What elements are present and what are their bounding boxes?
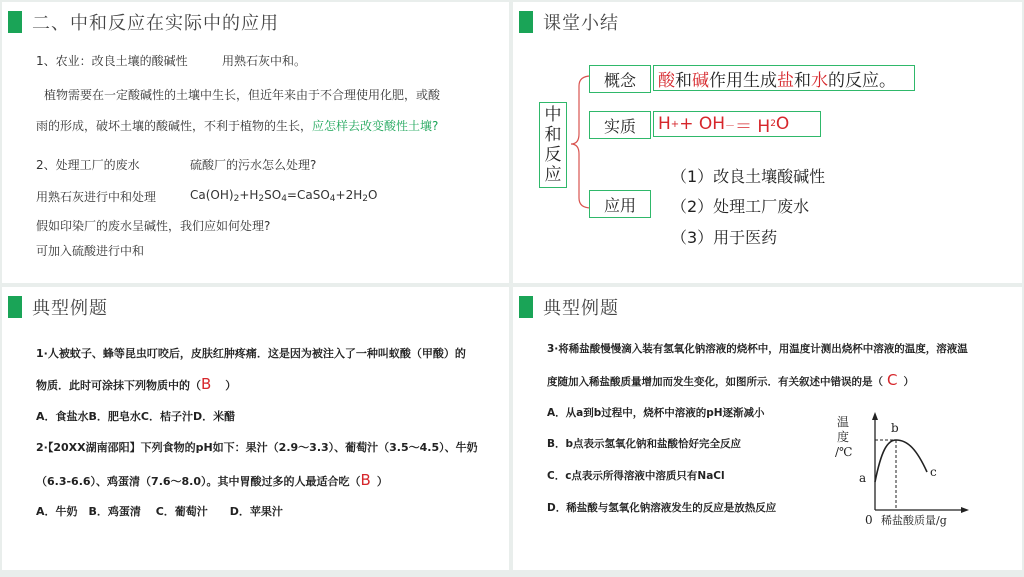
essence-label: 实质 [589, 111, 651, 139]
q2-line-2: （6.3-6.6）、鸡蛋清（7.6～8.0）。其中胃酸过多的人最适合吃（B ） [36, 471, 388, 489]
dye-question: 假如印染厂的废水呈碱性，我们应如何处理? [36, 219, 271, 233]
graph-y-label-2: 度 [837, 430, 850, 444]
paragraph-text: 雨的形成，破坏土壤的酸碱性，不利于植物的生长， [36, 119, 313, 133]
point-b: b [891, 421, 899, 435]
q3-answer: C [887, 371, 898, 389]
title-marker [8, 296, 22, 318]
q3-line-2: 度随加入稀盐酸质量增加而发生变化，如图所示．有关叙述中错误的是（ C ） [547, 371, 914, 389]
q3-option-c: C．c点表示所得溶液中溶质只有NaCl [547, 470, 725, 482]
apply-item-1: （1）改良土壤酸碱性 [671, 167, 826, 186]
apply-label: 应用 [589, 190, 651, 218]
panel-title: 二、中和反应在实际中的应用 [32, 13, 279, 34]
factory-label: 2、处理工厂的废水 [36, 158, 140, 172]
temperature-curve [875, 440, 927, 482]
y-axis-arrow [872, 412, 878, 420]
panel-summary [513, 2, 1022, 283]
point-c: c [930, 465, 937, 479]
title-marker [519, 296, 533, 318]
temperature-graph [833, 412, 973, 532]
q1-line-2: 物质．此时可涂抹下列物质中的（B ） [36, 375, 237, 393]
panel-example-1 [2, 287, 509, 570]
method-text: 用熟石灰进行中和处理 [36, 190, 157, 204]
paragraph-line-2 [36, 117, 438, 134]
neutralization-equation: $Ca(OH)_2+H_2SO_4=CaSO_4+2H_2O$ [190, 188, 378, 204]
graph-x-label: 稀盐酸质量/g [881, 514, 947, 527]
title-marker [8, 11, 22, 33]
neutralization-vertical-label: 中 和 反 应 [539, 102, 567, 188]
q3-line-1: 3·将稀盐酸慢慢滴入装有氢氧化钠溶液的烧杯中，用温度计测出烧杯中溶液的温度，溶液温 [547, 343, 968, 355]
apply-item-3: （3）用于医药 [671, 228, 778, 247]
q2-line-1: 2·【20XX湖南邵阳】下列食物的pH如下：果汁（2.9～3.3）、葡萄汁（3.5～4.5）、牛奶 [36, 441, 478, 454]
dye-answer: 可加入硫酸进行中和 [36, 244, 145, 258]
graph-y-label-3: /℃ [835, 445, 853, 459]
concept-content: 酸 和 碱 作用生成 盐 和 水 的反应。 [653, 65, 915, 91]
panel-title: 典型例题 [32, 298, 108, 319]
essence-equation: H + + OH － ＝ H 2 O [653, 111, 821, 137]
graph-origin: 0 [865, 513, 873, 527]
q3-option-a: A．从a到b过程中，烧杯中溶液的pH逐渐减小 [547, 407, 765, 419]
q3-option-b: B．b点表示氢氧化钠和盐酸恰好完全反应 [547, 438, 742, 450]
q2-answer: B [360, 471, 371, 489]
panel-example-2 [513, 287, 1022, 570]
paragraph-question: 应怎样去改变酸性土壤? [312, 119, 439, 133]
panel-title: 典型例题 [543, 298, 619, 319]
x-axis-arrow [961, 507, 969, 513]
q1-answer: B [201, 375, 212, 393]
graph-y-label-1: 温 [837, 415, 850, 429]
factory-question: 硫酸厂的污水怎么处理? [190, 158, 317, 172]
agri-label: 1、农业：改良土壤的酸碱性 [36, 54, 188, 68]
point-a: a [859, 471, 867, 485]
q1-line-1: 1·人被蚊子、蜂等昆虫叮咬后，皮肤红肿疼痛．这是因为被注入了一种叫蚁酸（甲酸）的 [36, 347, 466, 360]
agri-method: 用熟石灰中和。 [222, 54, 307, 68]
q1-options: A．食盐水B．肥皂水C．桔子汁D．米醋 [36, 410, 236, 423]
apply-item-2: （2）处理工厂废水 [671, 197, 810, 216]
panel-application [2, 2, 509, 283]
panel-title: 课堂小结 [543, 13, 619, 34]
concept-label: 概念 [589, 65, 651, 93]
paragraph-line-1: 植物需要在一定酸碱性的土壤中生长，但近年来由于不合理使用化肥，或酸 [44, 88, 441, 102]
q3-option-d: D．稀盐酸与氢氧化钠溶液发生的反应是放热反应 [547, 502, 777, 514]
q2-options: A．牛奶 B．鸡蛋清 C．葡萄汁 D．苹果汁 [36, 505, 283, 518]
